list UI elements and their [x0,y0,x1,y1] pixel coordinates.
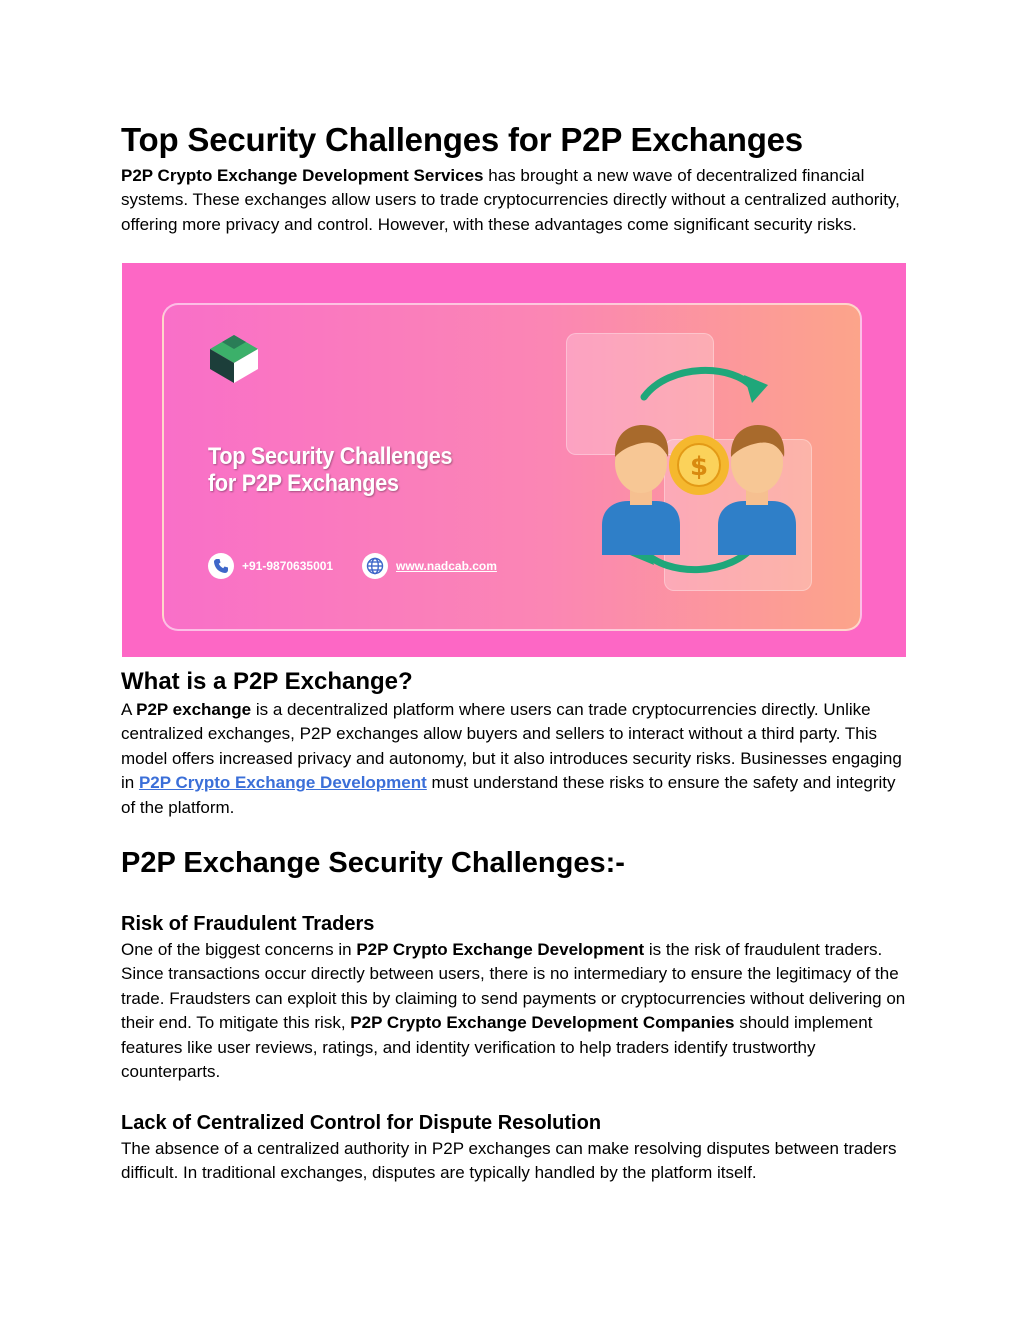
subheading-dispute-resolution: Lack of Centralized Control for Dispute Resolution [121,1112,602,1134]
intro-paragraph [121,164,911,237]
sub1-text-b: is the risk of fraudulent traders. Since transactions occur directly between users, there is no intermediary to ensure the legitimacy of the trade. Fraudsters can exploit this by claiming to send payments or cryptocurrencies without delivering on their end. To mitigate this risk, [121,940,906,1033]
dispute-resolution-paragraph: The absence of a centralized authority in P2P exchanges can make resolving disputes between traders difficult. In traditional exchanges, disputes are typically handled by the platform itself. [121,1139,897,1183]
banner-phone-text: +91-9870635001 [242,559,334,573]
banner-website [362,553,497,579]
coin-icon [669,435,729,495]
page-title: Top Security Challenges for P2P Exchanges [121,121,803,158]
p2p-development-link[interactable]: P2P Crypto Exchange Development [138,773,427,793]
svg-text:$: $ [689,452,709,482]
intro-bold-lead: P2P Crypto Exchange Development Services [121,166,484,185]
sub1-text-c: should implement features like user reviews, ratings, and identity verification to help traders identify trustworthy counterparts. [121,1013,873,1082]
banner-card [162,303,862,631]
banner-title-line2: for P2P Exchanges [208,470,399,497]
sub1-text-a: One of the biggest concerns in [121,940,357,959]
sub1-bold-b: P2P Crypto Exchange Development Companies [350,1013,735,1033]
intro-text: has brought a new wave of decentralized financial systems. These exchanges allow users to trade cryptocurrencies directly without a centralized authority, offering more privacy and control. However, with these advantages come significant security risks. [121,166,900,234]
section-what-is-paragraph [121,698,911,820]
p2p-exchange-illustration [584,345,814,585]
sub1-bold-a: P2P Crypto Exchange Development [356,940,645,959]
section1-bold-p2p: P2P exchange [136,700,252,719]
banner-website-link[interactable]: www.nadcab.com [396,559,497,573]
section1-text-a: A [121,700,137,719]
subheading-fraudulent-traders: Risk of Fraudulent Traders [121,913,375,935]
section1-text-c: must understand these risks to ensure the safety and integrity of the platform. [121,773,896,817]
banner-image [122,263,906,657]
person-icon-left [602,425,680,555]
globe-icon [362,553,388,579]
banner-title-line1: Top Security Challenges [208,443,453,470]
section1-text-b: is a decentralized platform where users can trade cryptocurrencies directly. Unlike centralized exchanges, P2P exchanges allow buyers and sellers to interact without a third party. This model offers increased privacy and autonomy, but it also introduces security risks. Businesses engaging in [121,700,902,793]
section-what-is-heading: What is a P2P Exchange? [121,668,413,695]
banner-phone [208,553,333,579]
fraudulent-traders-paragraph [121,938,911,1084]
person-icon-right [718,425,796,555]
section-challenges-heading: P2P Exchange Security Challenges:- [121,847,625,879]
banner-title [208,443,452,497]
phone-icon [208,553,234,579]
cycle-arrow-icon-top [644,370,768,403]
logo-icon [206,333,262,385]
